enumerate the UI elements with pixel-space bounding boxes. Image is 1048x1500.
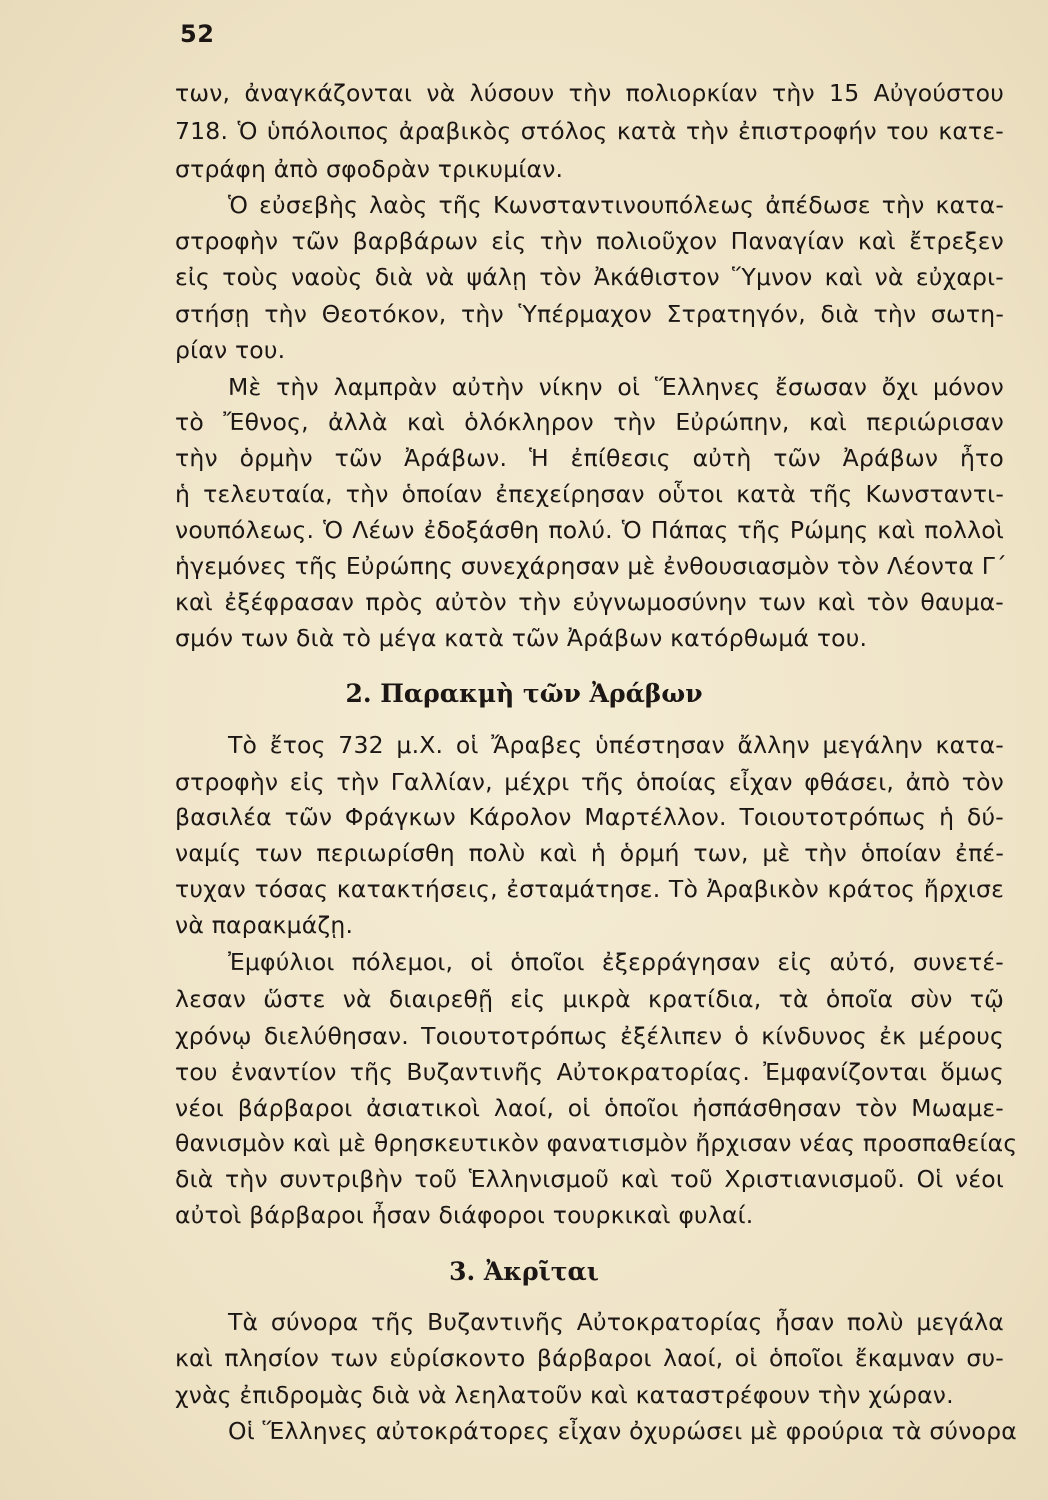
text-line: τὴν ὁρμὴν τῶν Ἀράβων. Ἡ ἐπίθεσις αὐτὴ τῶν Ἀράβων ἦτο [175,444,1004,472]
text-line: Ἐμφύλιοι πόλεμοι, οἱ ὁποῖοι ἐξερράγησαν εἰς αὐτό, συνετέ- [228,948,1004,976]
text-line: θανισμὸν καὶ μὲ θρησκευτικὸν φανατισμὸν ἤρχισαν νέας προσπαθείας [175,1129,1018,1157]
text-line: λεσαν ὥστε νὰ διαιρεθῇ εἰς μικρὰ κρατίδια, τὰ ὁποῖα σὺν τῷ [175,985,1004,1013]
text-line: ἡ τελευταία, τὴν ὁποίαν ἐπεχείρησαν οὗτοι κατὰ τῆς Κωνσταντι- [175,480,1004,508]
text-line: εἰς τοὺς ναοὺς διὰ νὰ ψάλῃ τὸν Ἀκάθιστον Ὕμνον καὶ νὰ εὐχαρι- [175,263,1004,291]
text-line: στήσῃ τὴν Θεοτόκον, τὴν Ὑπέρμαχον Στρατηγόν, διὰ τὴν σωτη- [175,300,1004,328]
text-line: ναμίς των περιωρίσθη πολὺ καὶ ἡ ὁρμή των, μὲ τὴν ὁποίαν ἐπέ- [175,839,1004,867]
text-line: νὰ παρακμάζῃ. [175,911,354,939]
text-line: Τὸ ἔτος 732 μ.Χ. οἱ Ἄραβες ὑπέστησαν ἄλλην μεγάλην κατα- [228,731,1004,759]
text-line: των, ἀναγκάζονται νὰ λύσουν τὴν πολιορκίαν τὴν 15 Αὐγούστου [175,79,1004,107]
text-line: διὰ τὴν συντριβὴν τοῦ Ἑλληνισμοῦ καὶ τοῦ Χριστιανισμοῦ. Οἱ νέοι [175,1165,1004,1193]
text-line: Ὁ εὐσεβὴς λαὸς τῆς Κωνσταντινουπόλεως ἀπέδωσε τὴν κατα- [228,191,1004,219]
text-line: καὶ ἐξέφρασαν πρὸς αὐτὸν τὴν εὐγνωμοσύνην των καὶ τὸν θαυμα- [175,588,1004,616]
text-line: στροφὴν τῶν βαρβάρων εἰς τὴν πολιοῦχον Παναγίαν καὶ ἔτρεξεν [175,227,1004,255]
text-line: νουπόλεως. Ὁ Λέων ἐδοξάσθη πολύ. Ὁ Πάπας τῆς Ρώμης καὶ πολλοὶ [175,516,1004,544]
text-line: Τὰ σύνορα τῆς Βυζαντινῆς Αὐτοκρατορίας ἦσαν πολὺ μεγάλα [228,1308,1004,1336]
text-line: στροφὴν εἰς τὴν Γαλλίαν, μέχρι τῆς ὁποίας εἶχαν φθάσει, ἀπὸ τὸν [175,768,1004,796]
text-line: καὶ πλησίον των εὑρίσκοντο βάρβαροι λαοί, οἱ ὁποῖοι ἔκαμναν συ- [175,1344,1004,1372]
text-line: χρόνῳ διελύθησαν. Τοιουτοτρόπως ἐξέλιπεν ὁ κίνδυνος ἐκ μέρους [175,1022,1004,1050]
section-heading: 2. Παρακμὴ τῶν Ἀράβων [345,679,703,708]
text-line: χνὰς ἐπιδρομὰς διὰ νὰ λεηλατοῦν καὶ καταστρέφουν τὴν χώραν. [175,1381,954,1409]
text-line: Οἱ Ἕλληνες αὐτοκράτορες εἶχαν ὀχυρώσει μὲ φρούρια τὰ σύνορα [228,1417,1017,1445]
text-line: στράφη ἀπὸ σφοδρὰν τρικυμίαν. [175,155,564,183]
page-number: 52 [180,20,215,48]
text-line: σμόν των διὰ τὸ μέγα κατὰ τῶν Ἀράβων κατόρθωμά του. [175,624,868,652]
text-line: βασιλέα τῶν Φράγκων Κάρολον Μαρτέλλον. Τοιουτοτρόπως ἡ δύ- [175,803,1004,831]
text-line: τὸ Ἔθνος, ἀλλὰ καὶ ὁλόκληρον τὴν Εὐρώπην, καὶ περιώρισαν [175,408,1004,436]
text-line: ἡγεμόνες τῆς Εὐρώπης συνεχάρησαν μὲ ἐνθουσιασμὸν τὸν Λέοντα Γ΄ [175,552,1007,580]
text-line: νέοι βάρβαροι ἀσιατικοὶ λαοί, οἱ ὁποῖοι ἠσπάσθησαν τὸν Μωαμε- [175,1094,1004,1122]
text-line: Μὲ τὴν λαμπρὰν αὐτὴν νίκην οἱ Ἕλληνες ἔσωσαν ὄχι μόνον [228,373,1004,401]
text-line: 718. Ὁ ὑπόλοιπος ἀραβικὸς στόλος κατὰ τὴν ἐπιστροφήν του κατε- [175,117,1004,145]
text-line: του ἐναντίον τῆς Βυζαντινῆς Αὐτοκρατορίας. Ἐμφανίζονται ὅμως [175,1058,1004,1086]
text-line: τυχαν τόσας κατακτήσεις, ἐσταμάτησε. Τὸ Ἀραβικὸν κράτος ἤρχισε [175,875,1004,903]
section-heading: 3. Ἀκρῖται [449,1257,599,1286]
text-line: αὐτοὶ βάρβαροι ἦσαν διάφοροι τουρκικαὶ φυλαί. [175,1201,754,1229]
text-line: ρίαν του. [175,336,286,364]
